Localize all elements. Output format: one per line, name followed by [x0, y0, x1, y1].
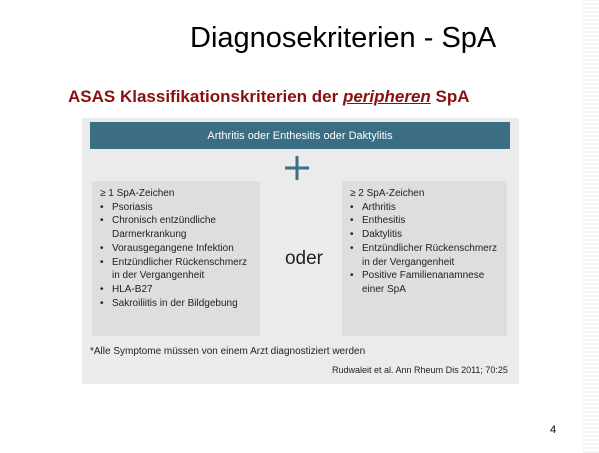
left-criteria-list — [92, 181, 260, 310]
list-item: • Psoriasis — [100, 201, 153, 213]
subtitle-emphasis: peripheren — [342, 87, 431, 106]
slide-title: Diagnosekriterien - SpA — [190, 22, 497, 54]
right-criteria-box — [342, 181, 507, 336]
list-item: • Enthesitis — [350, 215, 406, 227]
list-item: • Arthritis — [350, 201, 396, 213]
criteria-header: Arthritis oder Enthesitis oder Daktylitis — [90, 122, 510, 149]
list-item: • Daktylitis — [350, 229, 403, 241]
right-criteria-heading: ≥ 2 SpA-Zeichen — [350, 188, 425, 199]
bullet-icon: • — [350, 229, 354, 241]
subtitle-prefix: ASAS Klassifikationskriterien der — [68, 87, 343, 106]
list-item: • Positive Familienanamnese — [350, 270, 485, 282]
subtitle-suffix: SpA — [430, 87, 470, 106]
bullet-icon: • — [100, 256, 104, 268]
list-item: einer SpA — [362, 283, 406, 295]
bullet-icon: • — [100, 297, 104, 309]
bullet-icon: • — [350, 242, 354, 254]
bullet-icon: • — [100, 242, 104, 254]
citation: Rudwaleit et al. Ann Rheum Dis 2011; 70:25 — [332, 365, 508, 375]
list-item: • Vorausgegangene Infektion — [100, 242, 234, 254]
page-number: 4 — [550, 424, 557, 436]
list-item: in der Vergangenheit — [362, 256, 455, 268]
footnote: *Alle Symptome müssen von einem Arzt diagnostiziert werden — [90, 346, 366, 357]
list-item: • Entzündlicher Rückenschmerz — [100, 256, 248, 268]
left-criteria-heading: ≥ 1 SpA-Zeichen — [100, 188, 175, 199]
list-item: • Entzündlicher Rückenschmerz — [350, 242, 498, 254]
list-item: • HLA-B27 — [100, 283, 153, 295]
criteria-figure — [82, 118, 519, 384]
bullet-icon: • — [100, 201, 104, 213]
or-connector: oder — [284, 248, 324, 269]
bullet-icon: • — [350, 270, 354, 282]
right-criteria-list — [342, 181, 507, 297]
bullet-icon: • — [100, 215, 104, 227]
list-item: Darmerkrankung — [112, 229, 187, 241]
list-item: • Chronisch entzündliche — [100, 215, 216, 227]
list-item: • Sakroiliitis in der Bildgebung — [100, 297, 238, 309]
list-item: in der Vergangenheit — [112, 270, 205, 282]
slide-subtitle — [68, 87, 548, 107]
decorative-stripe — [583, 0, 599, 453]
left-criteria-box — [92, 181, 260, 336]
bullet-icon: • — [350, 215, 354, 227]
bullet-icon: • — [100, 283, 104, 295]
plus-icon — [282, 153, 312, 183]
bullet-icon: • — [350, 201, 354, 213]
